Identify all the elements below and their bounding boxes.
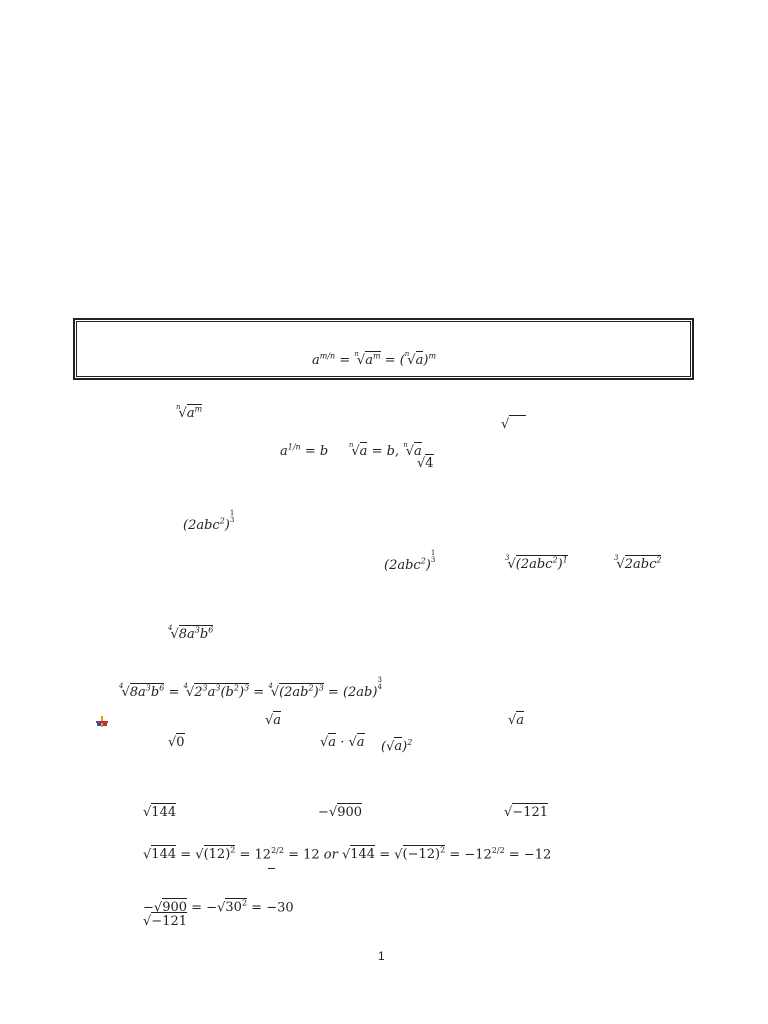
root-definition: $a^{1/n} = b$ $^n$√a = b, $^n$√a xyxy=(280,441,422,459)
empty-radical: √ xyxy=(501,417,526,433)
bullet-icon xyxy=(96,716,108,727)
sqrt-a-2: √a xyxy=(508,713,525,728)
nth-root-a-m: $^n√a^m$ xyxy=(176,403,203,421)
sqrt-neg-121-line: √−121 xyxy=(143,914,188,929)
fourth-root-simplification: $^4√8a^3b^6 = ^4√2^3a^3(b^2)^3 = ^4√(2ab^2)^3 = (2ab)$ 3 4 xyxy=(119,676,382,700)
cube-root-form: $^3√(2abc^2)^1$ xyxy=(505,554,568,572)
rational-exponent-formula: $a^{m/n} = ^n√a^m = (^n√a)^m$ xyxy=(312,350,437,368)
neg-sqrt-900-solution: $-√900 = -√30^2 = -30$ xyxy=(143,899,294,916)
sqrt-0: √0 xyxy=(168,735,185,750)
sqrt-4: √4 xyxy=(417,456,434,471)
expression-2abc-third-repeat: (2abc$^2$) 1 3 xyxy=(384,549,436,573)
expression-2abc-third: (2abc$^2$) 1 3 xyxy=(183,509,235,533)
sqrt-a-product: √a · √a xyxy=(320,735,365,750)
dash-mark xyxy=(268,868,275,869)
formula-box xyxy=(73,318,694,380)
sqrt-a-1: √a xyxy=(265,713,282,728)
cube-root-simplified: $^3$√2abc$^2$ xyxy=(614,554,662,572)
fourth-root-8a3b6: $^4√8a^3b^6$ xyxy=(168,624,214,642)
sqrt-144: √144 xyxy=(143,805,177,820)
page-number: 1 xyxy=(378,949,385,963)
sqrt-a-squared: $(√a)^2$ xyxy=(381,738,413,755)
sqrt-neg-121: √−121 xyxy=(504,805,549,820)
sqrt-144-solution: $√144 = √(12)^2 = 12^{2/2} = 12$ or $√144 = √(-12)^2 = -12^{2/2} = -12$ xyxy=(143,846,552,863)
neg-sqrt-900: −√900 xyxy=(318,805,363,820)
